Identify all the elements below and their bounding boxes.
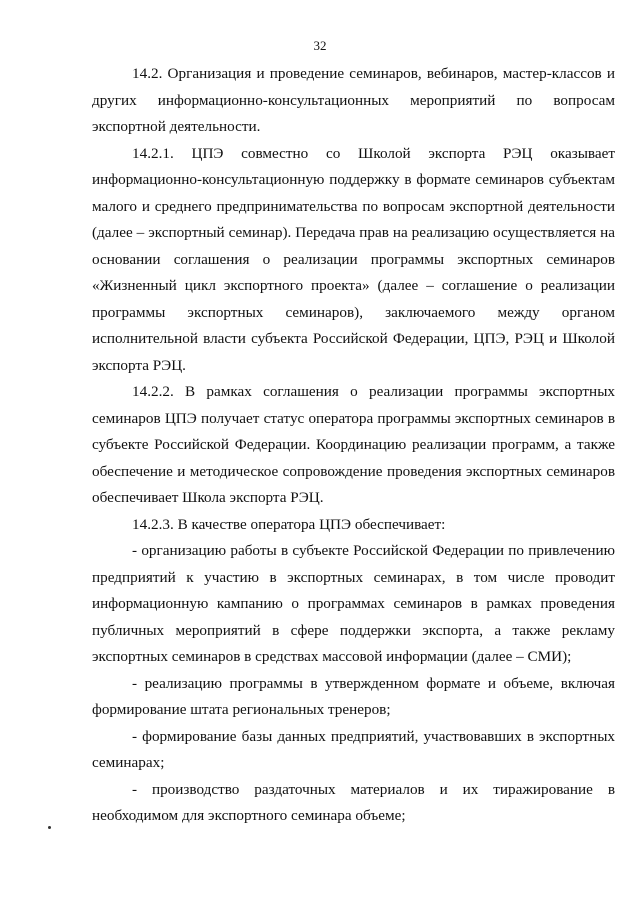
- page-number: 32: [313, 38, 327, 53]
- list-item-handouts: - производство раздаточных материалов и их тиражирование в необходимом для экспортного семинара объеме;: [92, 780, 615, 824]
- paragraph-14-2-2: 14.2.2. В рамках соглашения о реализации программы экспортных семинаров ЦПЭ получает статус оператора программы экспортных семинаров в субъекте Российской Федерации. Координацию реализации программ, а также обеспечение и методическое сопровождение проведения экспортных семинаров обеспечивает Школа экспорта РЭЦ.: [92, 383, 615, 506]
- list-item-database: - формирование базы данных предприятий, участвовавших в экспортных семинарах;: [92, 727, 615, 771]
- paragraph-14-2: 14.2. Организация и проведение семинаров, вебинаров, мастер-классов и других информационно-консультационных мероприятий по вопросам экспортной деятельности.: [92, 65, 615, 135]
- paragraph-14-2-3: 14.2.3. В качестве оператора ЦПЭ обеспечивает:: [132, 515, 446, 533]
- list-item-implementation: - реализацию программы в утвержденном формате и объеме, включая формирование штата региональных тренеров;: [92, 674, 615, 718]
- paragraph-14-2-1: 14.2.1. ЦПЭ совместно со Школой экспорта РЭЦ оказывает информационно-консультационную поддержку в формате семинаров субъектам малого и среднего предпринимательства по вопросам экспортной деятельности (далее – экспортный семинар). Передача прав на реализацию осуществляется на основании соглашения о реализации программы экспортных семинаров «Жизненный цикл экспортного проекта» (далее – соглашение о реализации программы экспортных семинаров), заключаемого между органом исполнительной власти субъекта Российской Федерации, ЦПЭ, РЭЦ и Школой экспорта РЭЦ.: [92, 144, 615, 374]
- list-item-organization: - организацию работы в субъекте Российской Федерации по привлечению предприятий к участию в экспортных семинарах, в том числе проводит информационную кампанию о программах семинаров в рамках проведения публичных мероприятий в сфере поддержки экспорта, а также рекламу экспортных семинаров в средствах массовой информации (далее – СМИ);: [92, 542, 615, 665]
- scan-artifact-dot: [48, 826, 51, 829]
- document-body: [92, 61, 615, 830]
